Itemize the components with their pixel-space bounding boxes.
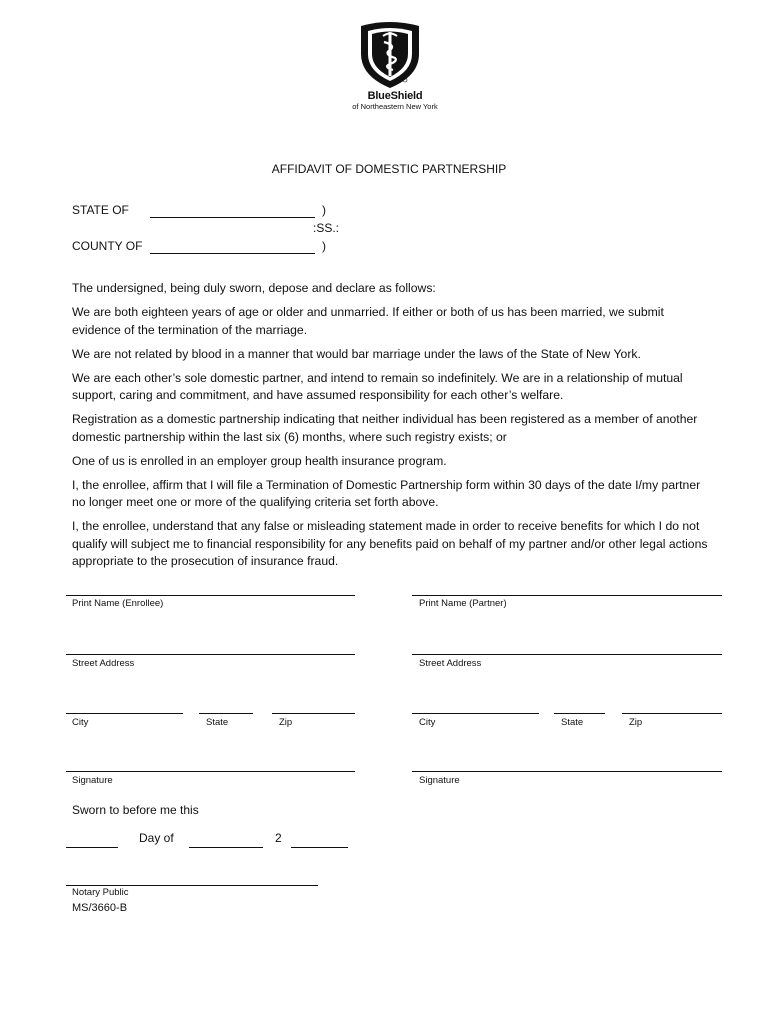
- paragraph: Registration as a domestic partnership indicating that neither individual has been registered as a member of another domestic partnership within the last six (6) months, where such registry exists; or: [72, 412, 698, 444]
- street-address-enrollee-label: Street Address: [72, 658, 135, 669]
- county-of-label: COUNTY OF: [72, 239, 143, 253]
- paragraph: One of us is enrolled in an employer group health insurance program.: [72, 453, 447, 468]
- state-partner-line[interactable]: [554, 713, 605, 714]
- day-number-line[interactable]: [66, 847, 118, 848]
- ss-label: :SS.:: [313, 221, 340, 235]
- paragraph: I, the enrollee, understand that any false or misleading statement made in order to receive benefits for which I do not qualify will subject me to financial responsibility for any benefits paid on behalf of my partner and/or other legal actions appropriate to the prosecution of insurance fraud.: [72, 519, 708, 568]
- zip-partner-line[interactable]: [622, 713, 722, 714]
- state-of-line[interactable]: [150, 217, 315, 218]
- street-address-partner-label: Street Address: [419, 658, 482, 669]
- affidavit-body: [72, 280, 712, 577]
- city-partner-line[interactable]: [412, 713, 539, 714]
- county-of-line[interactable]: [150, 253, 315, 254]
- street-address-enrollee-line[interactable]: [66, 654, 355, 655]
- form-id: MS/3660-B: [72, 902, 128, 914]
- paragraph: The undersigned, being duly sworn, depose and declare as follows:: [72, 281, 436, 295]
- paragraph: I, the enrollee, affirm that I will file a Termination of Domestic Partnership form within 30 days of the date I/my partner no longer meet one or more of the qualifying criteria set forth above.: [72, 477, 701, 509]
- signature-enrollee-line[interactable]: [66, 771, 355, 772]
- signature-partner-label: Signature: [419, 775, 460, 786]
- paren-close-state: ): [322, 203, 326, 217]
- zip-partner-label: Zip: [629, 717, 643, 728]
- notary-public-label: Notary Public: [72, 887, 129, 898]
- state-enrollee-line[interactable]: [199, 713, 253, 714]
- year-line[interactable]: [291, 847, 348, 848]
- state-partner-label: State: [561, 717, 584, 728]
- signature-enrollee-label: Signature: [72, 775, 113, 786]
- shield-caduceus-icon: [355, 18, 425, 90]
- signature-partner-line[interactable]: [412, 771, 722, 772]
- zip-enrollee-label: Zip: [279, 717, 293, 728]
- state-of-label: STATE OF: [72, 203, 129, 217]
- city-enrollee-line[interactable]: [66, 713, 183, 714]
- year-prefix: 2: [275, 831, 282, 845]
- print-name-enrollee-label: Print Name (Enrollee): [72, 598, 164, 609]
- document-title: AFFIDAVIT OF DOMESTIC PARTNERSHIP: [271, 162, 507, 176]
- paragraph: We are both eighteen years of age or older and unmarried. If either or both of us has been married, we submit evidence of the termination of the marriage.: [72, 305, 664, 337]
- paragraph: We are not related by blood in a manner that would bar marriage under the laws of the State of New York.: [72, 346, 641, 361]
- month-line[interactable]: [189, 847, 263, 848]
- day-of-label: Day of: [139, 831, 174, 845]
- zip-enrollee-line[interactable]: [272, 713, 355, 714]
- state-enrollee-label: State: [206, 717, 229, 728]
- print-name-enrollee-line[interactable]: [66, 595, 355, 596]
- print-name-partner-line[interactable]: [412, 595, 722, 596]
- city-partner-label: City: [419, 717, 436, 728]
- blueshield-logo: [355, 18, 465, 90]
- notary-signature-line[interactable]: [66, 885, 318, 886]
- street-address-partner-line[interactable]: [412, 654, 722, 655]
- city-enrollee-label: City: [72, 717, 89, 728]
- paragraph: We are each other’s sole domestic partner, and intend to remain so indefinitely. We are in a relationship of mutual support, caring and commitment, and have assumed responsibility for each other’s welfare.: [72, 370, 683, 402]
- paren-close-county: ): [322, 239, 326, 253]
- brand-subtitle: of Northeastern New York: [352, 102, 438, 111]
- brand-name: BlueShield: [367, 90, 423, 102]
- sworn-text: Sworn to before me this: [72, 803, 199, 817]
- print-name-partner-label: Print Name (Partner): [419, 598, 507, 609]
